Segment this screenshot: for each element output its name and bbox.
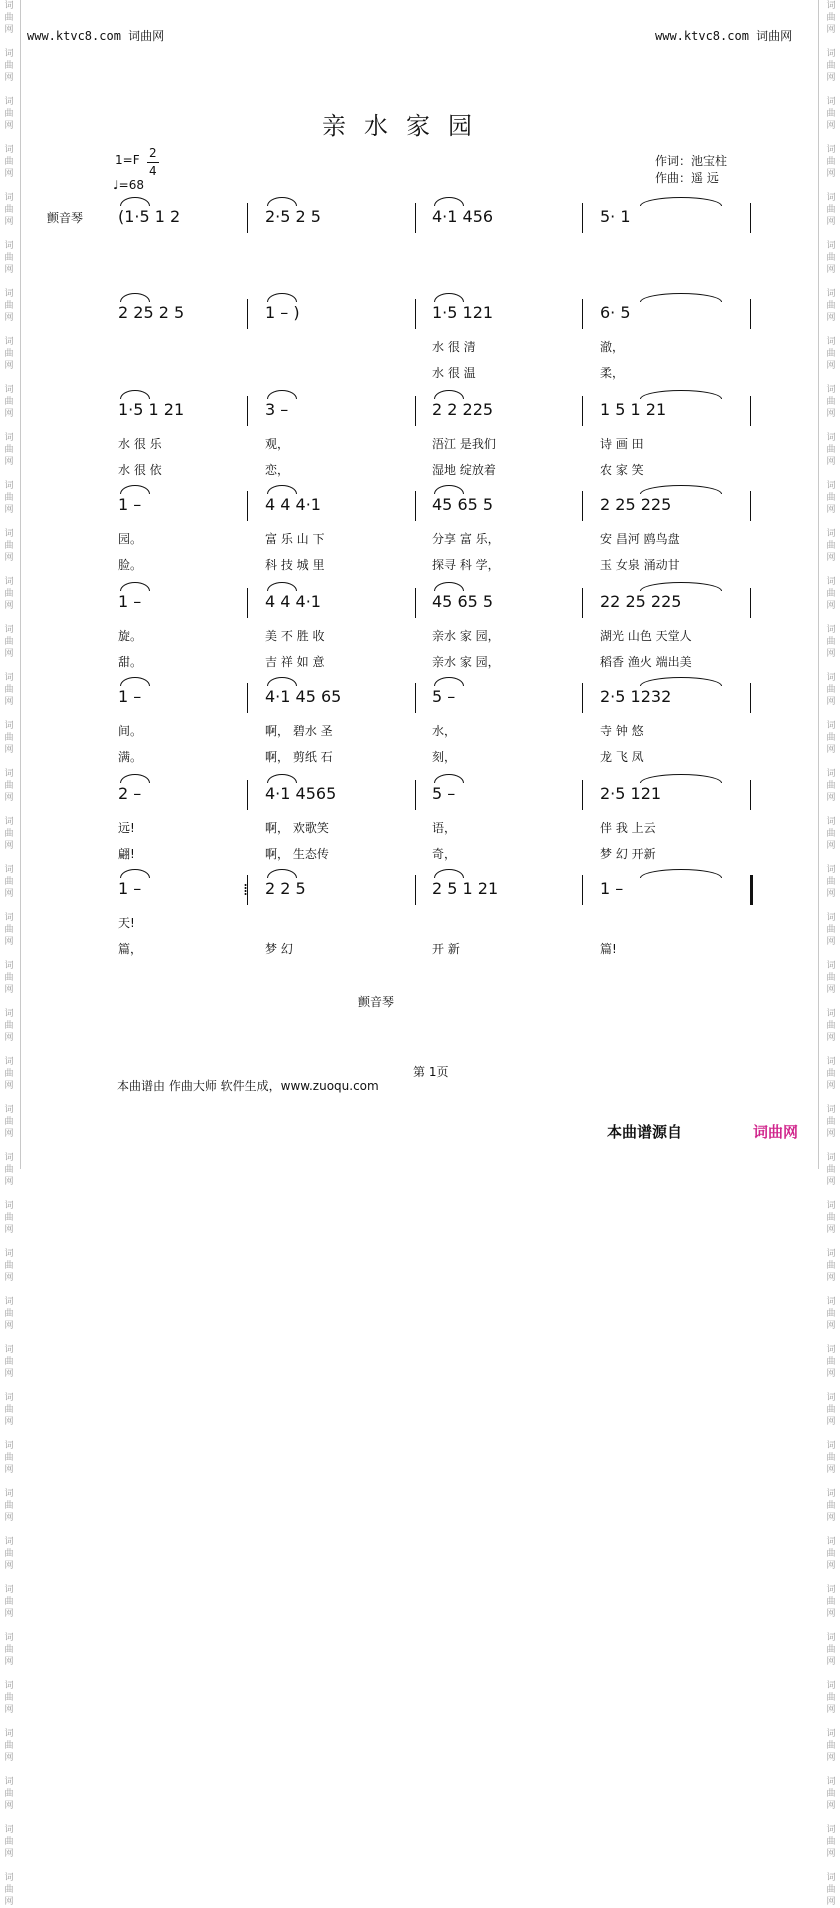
- lyric-text: 湖光 山色 天堂人: [600, 629, 692, 643]
- barline: [750, 203, 751, 233]
- measure: 2 5 1 21: [432, 879, 499, 898]
- header-right: [655, 27, 792, 44]
- lyric-text: 啊， 剪纸 石: [265, 750, 333, 764]
- time-signature-line: [147, 162, 159, 163]
- lyric-text: 稻香 渔火 端出美: [600, 655, 692, 669]
- barline: [750, 875, 753, 905]
- measure: 5 –: [432, 687, 456, 706]
- header-right-url[interactable]: www.ktvc8.com: [655, 29, 749, 43]
- barline: [415, 299, 416, 329]
- barline: [750, 299, 751, 329]
- measure: 2 –: [118, 784, 142, 803]
- lyric-text: 语，: [432, 821, 457, 835]
- measure: 2 25 2 5: [118, 303, 185, 322]
- measure: 2 25 225: [600, 495, 672, 514]
- time-signature-bottom: 4: [149, 164, 157, 178]
- lyric-text: 湿地 绽放着: [432, 463, 496, 477]
- measure: (1·5 1 2: [118, 207, 181, 226]
- measure: 6· 5: [600, 303, 631, 322]
- lyric-text: 啊， 欢歌笑: [265, 821, 329, 835]
- source-brand-link[interactable]: 词曲网: [753, 1123, 799, 1141]
- lyric-text: 玉 女泉 涌动甘: [600, 558, 680, 572]
- slur-mark: [640, 677, 722, 686]
- slur-mark: [434, 774, 464, 783]
- barline: [750, 396, 751, 426]
- measure: 4·1 45 65: [265, 687, 342, 706]
- measure: 1 –: [600, 879, 624, 898]
- barline: [750, 780, 751, 810]
- slur-mark: [120, 582, 150, 591]
- barline: [415, 683, 416, 713]
- barline: [750, 683, 751, 713]
- lyric-text: 篇!: [600, 942, 617, 956]
- slur-mark: [267, 582, 297, 591]
- footer-instrument-label: 颤音琴: [358, 995, 395, 1009]
- lyric-text: 天!: [118, 916, 135, 930]
- lyric-text: 亲水 家 园，: [432, 655, 500, 669]
- lyric-text: 澈，: [600, 340, 625, 354]
- lyric-text: 啊， 生态传: [265, 847, 329, 861]
- barline: [247, 491, 248, 521]
- barline: [415, 588, 416, 618]
- header-left: [27, 27, 164, 44]
- lyric-text: 梦 幻: [265, 942, 293, 956]
- side-watermark-left: 词 曲 网 词 曲 网 词 曲 网 词 曲 网 词 曲 网 词 曲 网 词 曲 网 词 曲 网 词 曲 网 词 曲 网 词 曲 网 词 曲 网 词 曲 网 词 曲 网 词 曲 网 词 曲 网 词 曲 网 词 曲 网 词 曲 网 词 曲 网 词 曲 网 词 曲 网 词 曲 网 词 曲 网 词 曲 网 词 曲 网 词 曲 网 词 曲 网 词 曲 网 词 曲 网 词 曲 网 词 曲 网 词 曲 网 词 曲 网 词 曲 网 词 曲 网 词 曲 网 词 曲 网 词 曲 网 词 曲 网: [4, 1, 14, 1907]
- slur-mark: [267, 774, 297, 783]
- lyric-text: 美 不 胜 收: [265, 629, 325, 643]
- tempo-value: =68: [118, 178, 144, 192]
- lyric-text: 观，: [265, 437, 290, 451]
- side-watermark-right: 词 曲 网 词 曲 网 词 曲 网 词 曲 网 词 曲 网 词 曲 网 词 曲 网 词 曲 网 词 曲 网 词 曲 网 词 曲 网 词 曲 网 词 曲 网 词 曲 网 词 曲 网 词 曲 网 词 曲 网 词 曲 网 词 曲 网 词 曲 网 词 曲 网 词 曲 网 词 曲 网 词 曲 网 词 曲 网 词 曲 网 词 曲 网 词 曲 网 词 曲 网 词 曲 网 词 曲 网 词 曲 网 词 曲 网 词 曲 网 词 曲 网 词 曲 网 词 曲 网 词 曲 网 词 曲 网 词 曲 网: [826, 1, 836, 1907]
- page-number: 第 1页: [413, 1065, 449, 1079]
- measure: 5 –: [432, 784, 456, 803]
- lyric-text: 甜。: [118, 655, 143, 669]
- lyric-text: 开 新: [432, 942, 460, 956]
- measure: 1 –: [118, 687, 142, 706]
- measure: 1 5 1 21: [600, 400, 667, 419]
- lyric-text: 恋，: [265, 463, 290, 477]
- lyric-text: 刻，: [432, 750, 457, 764]
- header-right-site: 词曲网: [756, 29, 793, 43]
- slur-mark: [267, 869, 297, 878]
- header-left-site: 词曲网: [128, 29, 165, 43]
- slur-mark: [267, 293, 297, 302]
- slur-mark: [267, 197, 297, 206]
- slur-mark: [120, 869, 150, 878]
- lyric-text: 亲水 家 园，: [432, 629, 500, 643]
- slur-mark: [640, 485, 722, 494]
- source-label: 本曲谱源自: [607, 1123, 683, 1141]
- measure: 1 – ): [265, 303, 300, 322]
- barline: [247, 299, 248, 329]
- barline: [582, 780, 583, 810]
- slur-mark: [434, 485, 464, 494]
- lyric-text: 水，: [432, 724, 457, 738]
- slur-mark: [267, 485, 297, 494]
- slur-mark: [120, 774, 150, 783]
- slur-mark: [434, 869, 464, 878]
- lyric-text: 水 很 乐: [118, 437, 162, 451]
- measure: 45 65 5: [432, 495, 494, 514]
- barline: [582, 299, 583, 329]
- composer-credit: 作曲：遥 远: [655, 171, 719, 185]
- tempo-marking: [113, 178, 144, 192]
- measure: 4·1 4565: [265, 784, 337, 803]
- lyric-text: 水 很 温: [432, 366, 476, 380]
- slur-mark: [640, 582, 722, 591]
- measure: 2·5 121: [600, 784, 662, 803]
- slur-mark: [267, 390, 297, 399]
- barline: [415, 875, 416, 905]
- lyric-text: 脸。: [118, 558, 143, 572]
- key-signature: 1=F: [115, 153, 140, 167]
- lyric-text: 吉 祥 如 意: [265, 655, 325, 669]
- lyric-text: 篇，: [118, 942, 143, 956]
- slur-mark: [120, 293, 150, 302]
- measure: 4·1 456: [432, 207, 494, 226]
- measure: 4 4 4·1: [265, 495, 321, 514]
- measure: 45 65 5: [432, 592, 494, 611]
- lyric-text: 间。: [118, 724, 143, 738]
- lyric-text: 农 家 笑: [600, 463, 644, 477]
- slur-mark: [120, 677, 150, 686]
- barline: [582, 683, 583, 713]
- slur-mark: [640, 869, 722, 878]
- measure: 2 2 5: [265, 879, 306, 898]
- generator-note: 本曲谱由 作曲大师 软件生成，www.zuoqu.com: [117, 1079, 379, 1093]
- lyric-text: 富 乐 山 下: [265, 532, 325, 546]
- lyric-text: 柔，: [600, 366, 625, 380]
- lyric-text: 分享 富 乐，: [432, 532, 500, 546]
- lyric-text: 探寻 科 学，: [432, 558, 500, 572]
- slur-mark: [640, 774, 722, 783]
- barline: [582, 875, 583, 905]
- lyric-text: 远!: [118, 821, 135, 835]
- measure: 22 25 225: [600, 592, 682, 611]
- barline: [582, 396, 583, 426]
- measure: 1 –: [118, 879, 142, 898]
- lyric-text: 水 很 清: [432, 340, 476, 354]
- barline: [247, 203, 248, 233]
- time-signature-top: 2: [149, 146, 157, 160]
- lyric-text: 伴 我 上云: [600, 821, 656, 835]
- barline: [247, 683, 248, 713]
- repeat-sign: ⁞: [243, 880, 249, 899]
- lyricist-credit: 作词：池宝柱: [655, 154, 728, 168]
- lyric-text: 诗 画 田: [600, 437, 644, 451]
- lyric-text: 园。: [118, 532, 143, 546]
- lyric-text: 满。: [118, 750, 143, 764]
- barline: [415, 491, 416, 521]
- barline: [247, 588, 248, 618]
- slur-mark: [640, 197, 722, 206]
- song-title: 亲水家园: [322, 112, 490, 140]
- measure: 1 –: [118, 495, 142, 514]
- header-left-url[interactable]: www.ktvc8.com: [27, 29, 121, 43]
- barline: [582, 491, 583, 521]
- lyric-text: 安 昌河 鸥鸟盘: [600, 532, 680, 546]
- lyric-text: 科 技 城 里: [265, 558, 325, 572]
- quarter-note-icon: ♩: [113, 178, 119, 192]
- measure: 3 –: [265, 400, 289, 419]
- lyric-text: 寺 钟 悠: [600, 724, 644, 738]
- page-border-right: [818, 0, 819, 1169]
- barline: [750, 588, 751, 618]
- slur-mark: [640, 293, 722, 302]
- measure: 4 4 4·1: [265, 592, 321, 611]
- slur-mark: [640, 390, 722, 399]
- lyric-text: 奇，: [432, 847, 457, 861]
- measure: 2·5 2 5: [265, 207, 321, 226]
- barline: [247, 780, 248, 810]
- barline: [415, 203, 416, 233]
- slur-mark: [267, 677, 297, 686]
- slur-mark: [120, 197, 150, 206]
- measure: 5· 1: [600, 207, 631, 226]
- barline: [415, 396, 416, 426]
- page-border-left: [20, 0, 21, 1169]
- measure: 2·5 1232: [600, 687, 672, 706]
- slur-mark: [434, 677, 464, 686]
- barline: [582, 203, 583, 233]
- measure: 1 –: [118, 592, 142, 611]
- barline: [415, 780, 416, 810]
- barline: [247, 396, 248, 426]
- slur-mark: [434, 582, 464, 591]
- measure: 1·5 121: [432, 303, 494, 322]
- slur-mark: [434, 197, 464, 206]
- lyric-text: 水 很 依: [118, 463, 162, 477]
- measure: 2 2 225: [432, 400, 494, 419]
- instrument-label: 颤音琴: [47, 211, 84, 225]
- slur-mark: [120, 390, 150, 399]
- slur-mark: [120, 485, 150, 494]
- lyric-text: 龙 飞 凤: [600, 750, 644, 764]
- lyric-text: 浯江 是我们: [432, 437, 496, 451]
- measure: 1·5 1 21: [118, 400, 185, 419]
- barline: [750, 491, 751, 521]
- slur-mark: [434, 293, 464, 302]
- lyric-text: 旋。: [118, 629, 143, 643]
- lyric-text: 梦 幻 开新: [600, 847, 656, 861]
- slur-mark: [434, 390, 464, 399]
- lyric-text: 翩!: [118, 847, 135, 861]
- lyric-text: 啊， 碧水 圣: [265, 724, 333, 738]
- barline: [582, 588, 583, 618]
